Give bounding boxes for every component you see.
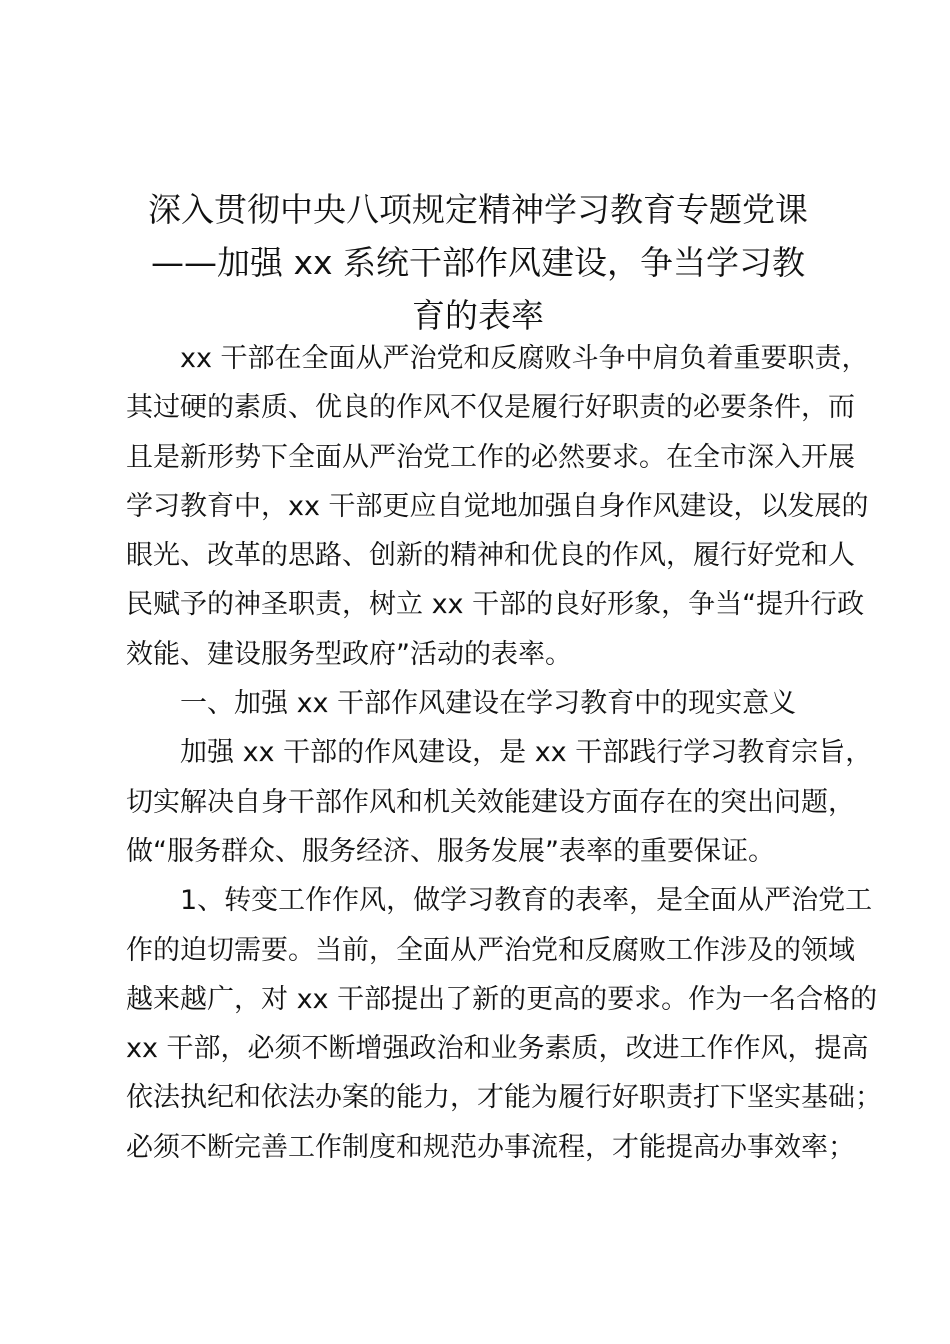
paragraph-point-1 [126, 876, 882, 1172]
text-line: 依法执纪和依法办案的能力，才能为履行好职责打下坚实基础； [126, 1082, 882, 1114]
section-heading [126, 679, 846, 728]
text-line: 学习教育中，xx 干部更应自觉地加强自身作风建设，以发展的 [126, 490, 869, 522]
text-line: 做“服务群众、服务经济、服务发展”表率的重要保证。 [126, 835, 775, 867]
text-line: 作的迫切需要。当前，全面从严治党和反腐败工作涉及的领域 [126, 934, 855, 966]
document-title [126, 183, 830, 342]
paragraph-significance [126, 728, 873, 876]
document-body [126, 334, 882, 1172]
text-line: 效能、建设服务型政府”活动的表率。 [126, 638, 572, 670]
text-line: xx 干部，必须不断增强政治和业务素质，改进工作作风，提高 [126, 1033, 869, 1065]
text-line: 越来越广，对 xx 干部提出了新的更高的要求。作为一名合格的 [126, 983, 878, 1015]
title-line: 深入贯彻中央八项规定精神学习教育专题党课 [148, 190, 808, 229]
section-heading-text: 一、加强 xx 干部作风建设在学习教育中的现实意义 [180, 688, 797, 720]
title-line: ——加强 xx 系统干部作风建设，争当学习教 [150, 243, 806, 282]
title-line: 育的表率 [412, 296, 544, 335]
text-line: 加强 xx 干部的作风建设，是 xx 干部践行学习教育宗旨， [180, 737, 873, 769]
text-line: xx 干部在全面从严治党和反腐败斗争中肩负着重要职责， [180, 343, 869, 374]
text-line: 眼光、改革的思路、创新的精神和优良的作风，履行好党和人 [126, 540, 855, 572]
text-line: 且是新形势下全面从严治党工作的必然要求。在全市深入开展 [126, 441, 855, 473]
text-line: 必须不断完善工作制度和规范办事流程，才能提高办事效率； [126, 1131, 855, 1163]
text-line: 其过硬的素质、优良的作风不仅是履行好职责的必要条件，而 [126, 392, 855, 424]
paragraph-intro [126, 334, 869, 679]
text-line: 1、转变工作作风，做学习教育的表率，是全面从严治党工 [180, 885, 873, 917]
text-line: 切实解决自身干部作风和机关效能建设方面存在的突出问题， [126, 786, 855, 818]
text-line: 民赋予的神圣职责，树立 xx 干部的良好形象，争当“提升行政 [126, 589, 865, 621]
